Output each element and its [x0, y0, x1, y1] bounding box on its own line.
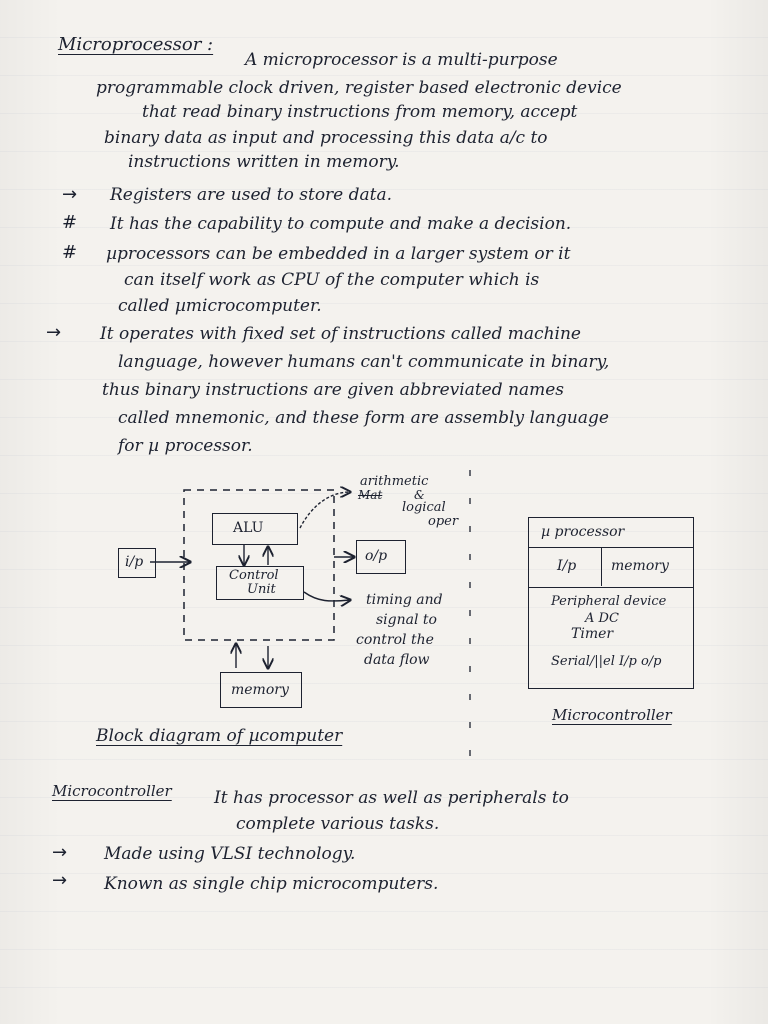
mc-bullet-1: →: [52, 842, 68, 863]
point-machine-line-2: language, however humans can't communicate in binary,: [118, 352, 610, 372]
mc-processor-label: µ processor: [541, 524, 625, 540]
memory-label: memory: [231, 682, 289, 698]
mc-peripheral-label: Peripheral device: [551, 594, 667, 609]
control-timing-arrow: [304, 592, 350, 601]
microprocessor-heading: Microprocessor :: [58, 34, 214, 55]
point-registers: Registers are used to store data.: [110, 185, 393, 205]
control-unit-box: [216, 566, 304, 600]
output-label: o/p: [365, 548, 388, 564]
timing-label-1: timing and: [366, 592, 443, 608]
control-unit-label-1: Control: [229, 568, 279, 583]
bullet-arrow-1: →: [62, 184, 78, 205]
bullet-arrow-2: →: [46, 322, 62, 343]
intro-line-4: binary data as input and processing this data a/c to: [104, 128, 548, 148]
point-capability: It has the capability to compute and make a decision.: [110, 214, 572, 234]
timing-label-2: signal to: [376, 612, 437, 628]
mc-timer-label: Timer: [571, 626, 614, 642]
mc-bullet-2: →: [52, 870, 68, 891]
timing-label-4: data flow: [364, 652, 430, 668]
mc-processor-row: [529, 518, 693, 548]
point-embedded-line-1: µprocessors can be embedded in a larger system or it: [106, 244, 571, 264]
input-box: [118, 548, 156, 578]
arith-label-3: logical: [402, 500, 446, 515]
microcontroller-diagram-caption: Microcontroller: [552, 706, 672, 724]
microcontroller-diagram: [528, 517, 694, 689]
mc-memory-label: memory: [611, 558, 669, 574]
timing-label-3: control the: [356, 632, 434, 648]
mc-serial-label: Serial/||el I/p o/p: [551, 654, 662, 669]
mc-point-single-chip: Known as single chip microcomputers.: [104, 874, 439, 894]
alu-box: [212, 513, 298, 545]
intro-line-2: programmable clock driven, register based electronic device: [96, 78, 622, 98]
input-label: i/p: [125, 554, 144, 570]
alu-label: ALU: [233, 520, 264, 536]
arith-struck-label: Mat: [358, 488, 383, 502]
microcontroller-heading: Microcontroller: [52, 782, 172, 800]
mc-point-vlsi: Made using VLSI technology.: [104, 844, 356, 864]
bullet-hash-2: #: [62, 242, 78, 263]
point-machine-line-1: It operates with fixed set of instructions called machine: [100, 324, 581, 344]
control-unit-label-2: Unit: [247, 582, 276, 597]
block-diagram-caption: Block diagram of µcomputer: [96, 726, 343, 746]
intro-line-1: A microprocessor is a multi-purpose: [245, 50, 558, 70]
intro-line-3: that read binary instructions from memory, accept: [142, 102, 578, 122]
output-box: [356, 540, 406, 574]
microcontroller-desc-line-2: complete various tasks.: [236, 814, 440, 834]
mc-io-divider: [601, 548, 602, 586]
memory-box: [220, 672, 302, 708]
arith-label-4: oper: [428, 514, 459, 529]
bullet-hash-1: #: [62, 212, 78, 233]
mc-adc-label: A DC: [585, 611, 619, 626]
alu-ops-arrow: [300, 492, 350, 528]
arith-label-1: arithmetic: [360, 474, 429, 489]
point-machine-line-3: thus binary instructions are given abbreviated names: [102, 380, 565, 400]
mc-io-memory-row: [529, 548, 693, 588]
point-machine-line-4: called mnemonic, and these form are assembly language: [118, 408, 609, 428]
point-embedded-line-3: called µmicrocomputer.: [118, 296, 322, 316]
microcontroller-desc-line-1: It has processor as well as peripherals to: [214, 788, 569, 808]
mc-ip-label: I/p: [557, 558, 577, 574]
point-embedded-line-2: can itself work as CPU of the computer which is: [124, 270, 540, 290]
intro-line-5: instructions written in memory.: [128, 152, 400, 172]
point-machine-line-5: for µ processor.: [118, 436, 253, 456]
arith-label-2: &: [414, 488, 425, 502]
